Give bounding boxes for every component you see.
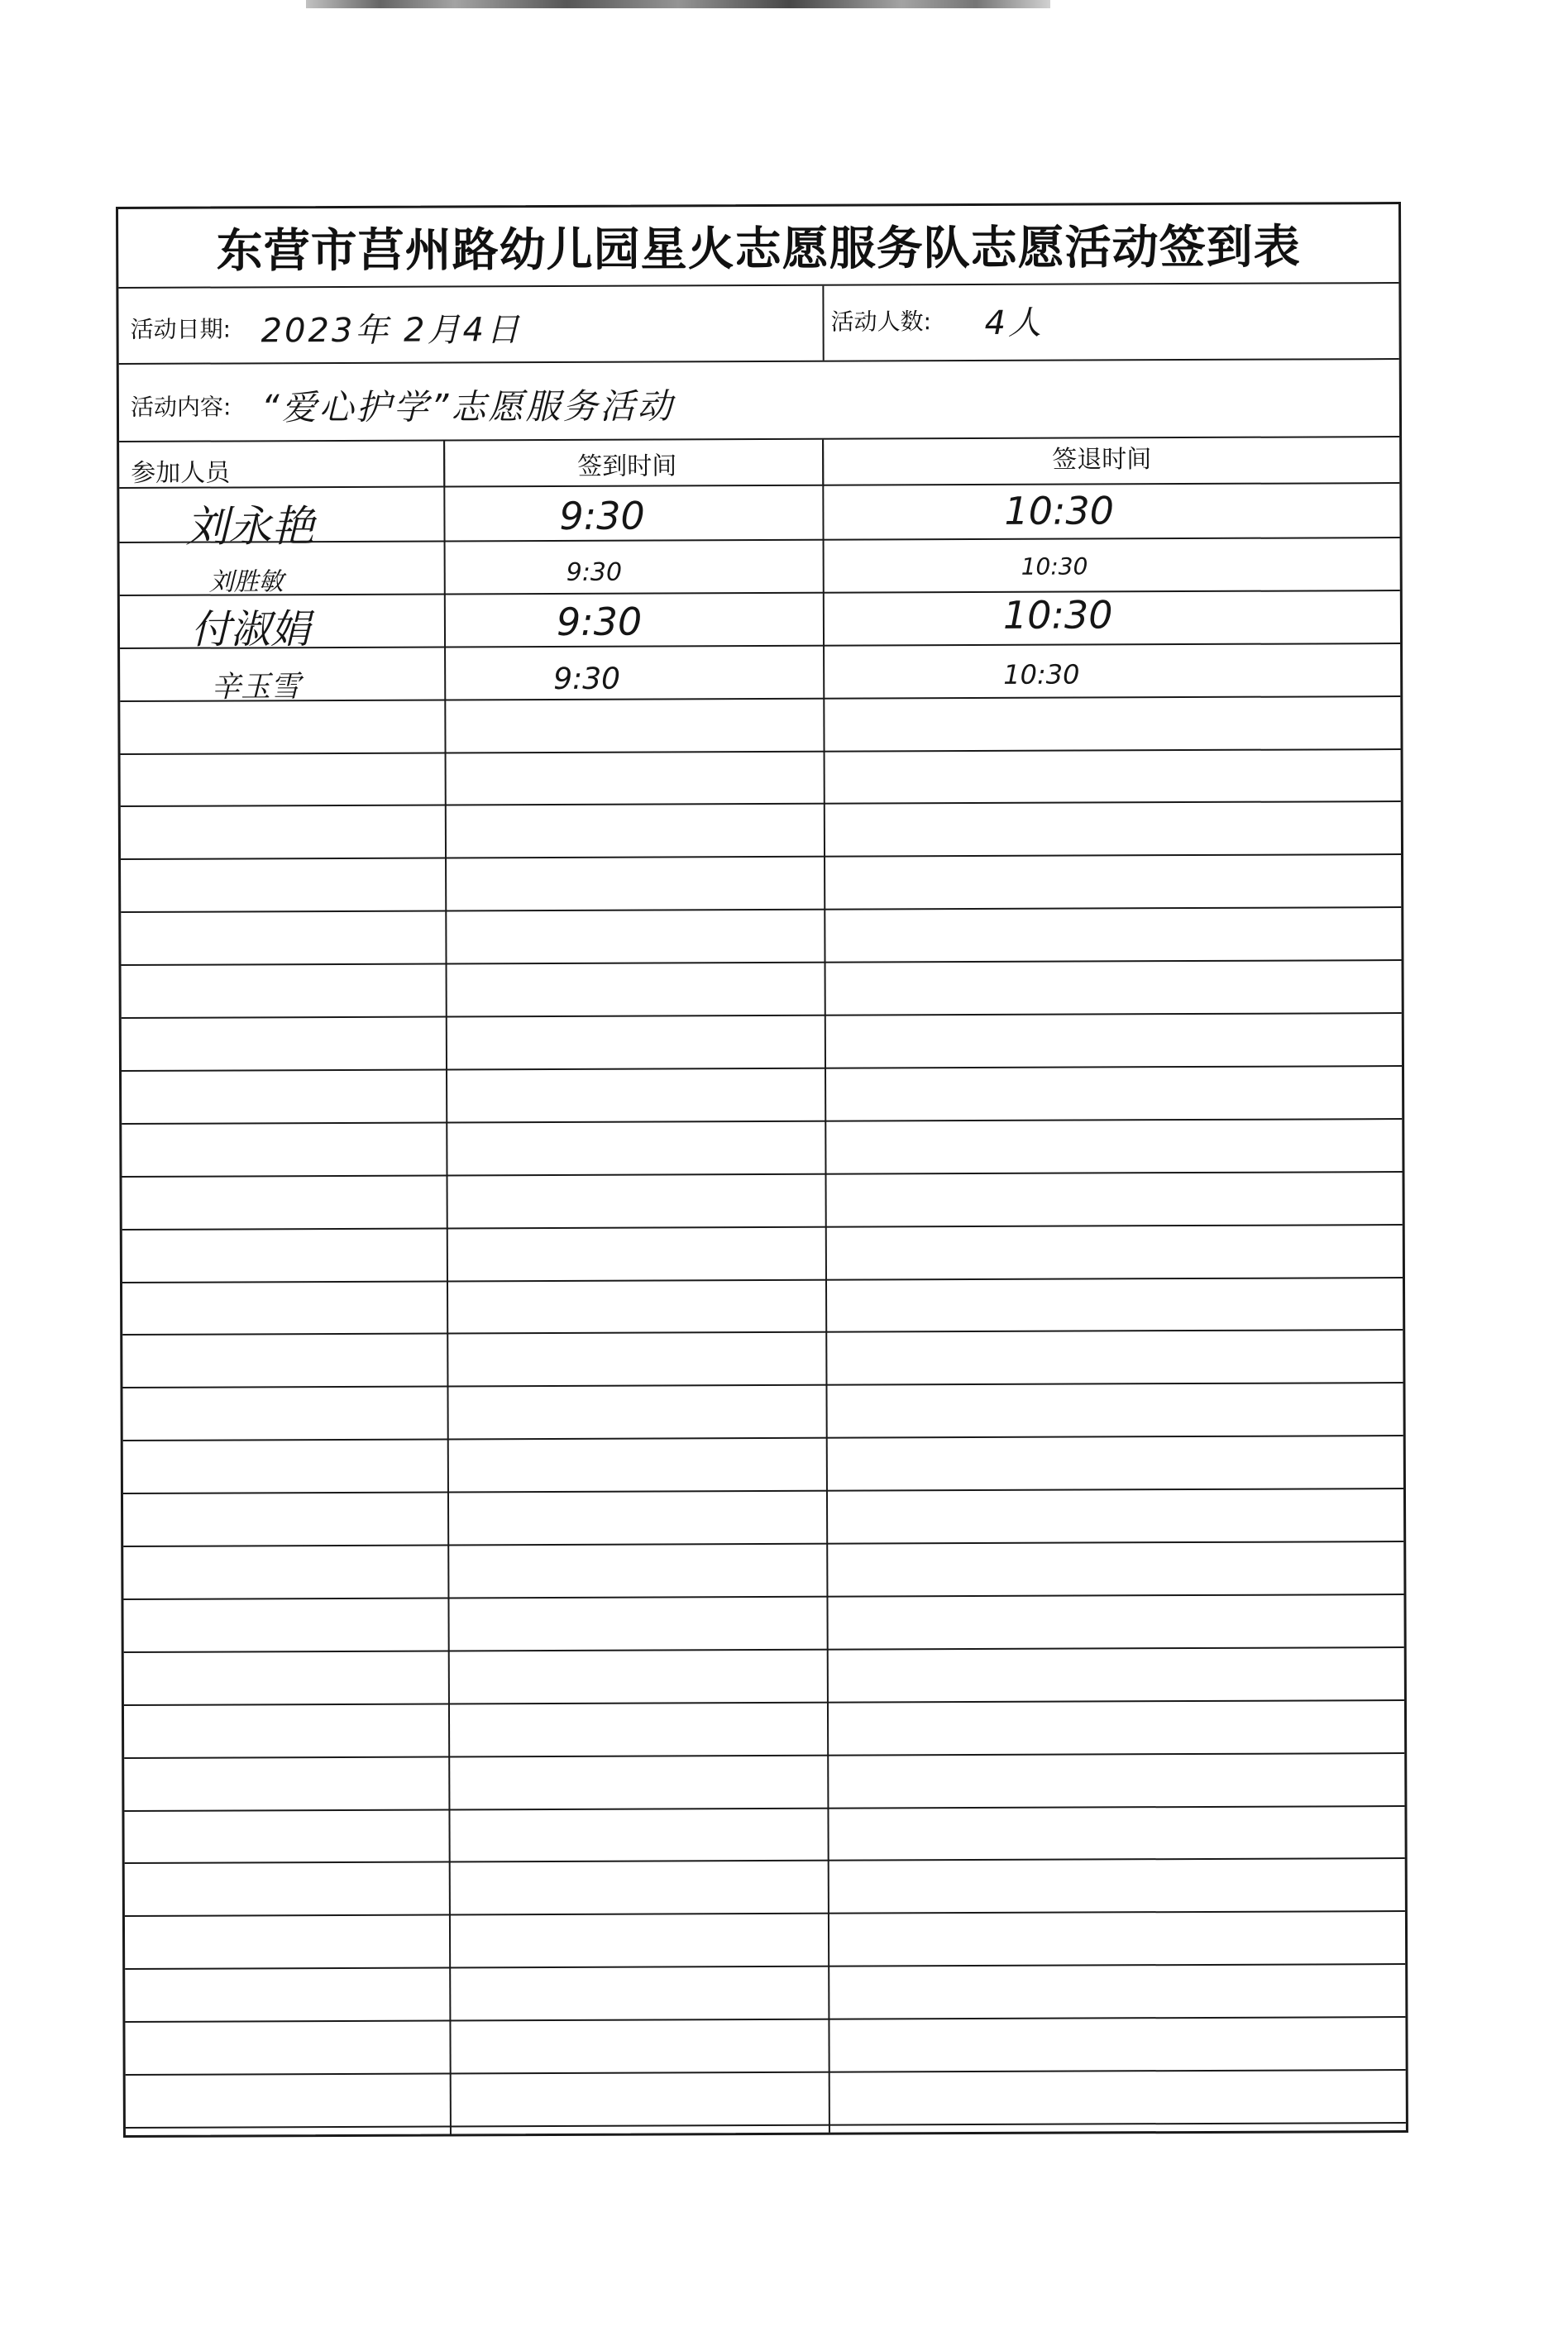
sign-in-sheet	[116, 202, 1408, 2138]
row-4-name: 辛玉雪	[211, 670, 301, 705]
row-3-sign-out: 10:30	[1002, 592, 1113, 638]
table-row-line	[122, 1382, 1403, 1388]
table-row-line	[121, 748, 1401, 755]
table-row-line	[123, 1435, 1403, 1441]
table-row-line	[125, 1857, 1405, 1864]
date-count-row	[118, 284, 1398, 365]
table-row-line	[124, 1699, 1404, 1706]
row-1-sign-out: 10:30	[1004, 488, 1115, 533]
table-row-line	[121, 853, 1401, 860]
row-2-sign-out: 10:30	[1021, 552, 1088, 581]
header-participant: 参加人员	[119, 441, 443, 489]
table-row-line	[123, 1541, 1403, 1547]
activity-date-cell	[118, 286, 824, 363]
table-row-line	[122, 1065, 1402, 1072]
scanner-edge-mark	[306, 0, 1050, 8]
attendance-rows	[119, 484, 1406, 2135]
row-2-name: 刘胜敏	[208, 567, 284, 597]
row-4-sign-out: 10:30	[1003, 658, 1080, 691]
participant-count-cell	[824, 284, 1398, 361]
activity-date-value: 2023年 2月4日	[261, 311, 523, 351]
row-3-name: 付淑娟	[190, 606, 311, 653]
table-row-line	[123, 1488, 1403, 1494]
table-row-line	[122, 1329, 1403, 1336]
table-row-line	[122, 1171, 1402, 1178]
table-row-line	[126, 2122, 1406, 2129]
table-row-line	[122, 1118, 1402, 1125]
row-2-sign-in: 9:30	[566, 557, 623, 587]
table-row-line	[125, 1963, 1405, 1970]
table-row-line	[126, 2069, 1406, 2076]
table-row-line	[121, 906, 1401, 913]
activity-content-value: “爱心护学”志愿服务活动	[261, 385, 675, 428]
table-row-line	[125, 2016, 1405, 2023]
header-sign-out: 签退时间	[822, 437, 1399, 486]
table-row-line	[122, 1224, 1403, 1231]
table-row-line	[125, 1910, 1405, 1917]
row-1-sign-in: 9:30	[559, 493, 645, 538]
table-row-line	[124, 1805, 1404, 1812]
table-row-line	[122, 1277, 1403, 1283]
activity-content-row	[119, 360, 1399, 442]
table-row-line	[123, 1594, 1403, 1600]
table-row-line	[122, 1012, 1402, 1019]
table-row-line	[120, 643, 1400, 649]
participant-count-label: 活动人数:	[830, 308, 932, 336]
table-row-line	[121, 800, 1401, 807]
table-row-line	[124, 1752, 1404, 1759]
table-row-line	[124, 1646, 1404, 1653]
table-row-line	[120, 590, 1400, 596]
row-4-sign-in: 9:30	[553, 662, 621, 696]
table-row-line	[120, 695, 1400, 702]
participant-count-value: 4人	[984, 303, 1045, 342]
row-3-sign-in: 9:30	[556, 599, 643, 644]
sheet-title: 东营市莒州路幼儿园星火志愿服务队志愿活动签到表	[118, 204, 1398, 289]
activity-content-label: 活动内容:	[130, 393, 232, 421]
table-row-line	[122, 959, 1402, 966]
activity-date-label: 活动日期:	[130, 315, 232, 343]
row-1-name: 刘永艳	[185, 502, 315, 552]
header-sign-in: 签到时间	[443, 440, 822, 488]
